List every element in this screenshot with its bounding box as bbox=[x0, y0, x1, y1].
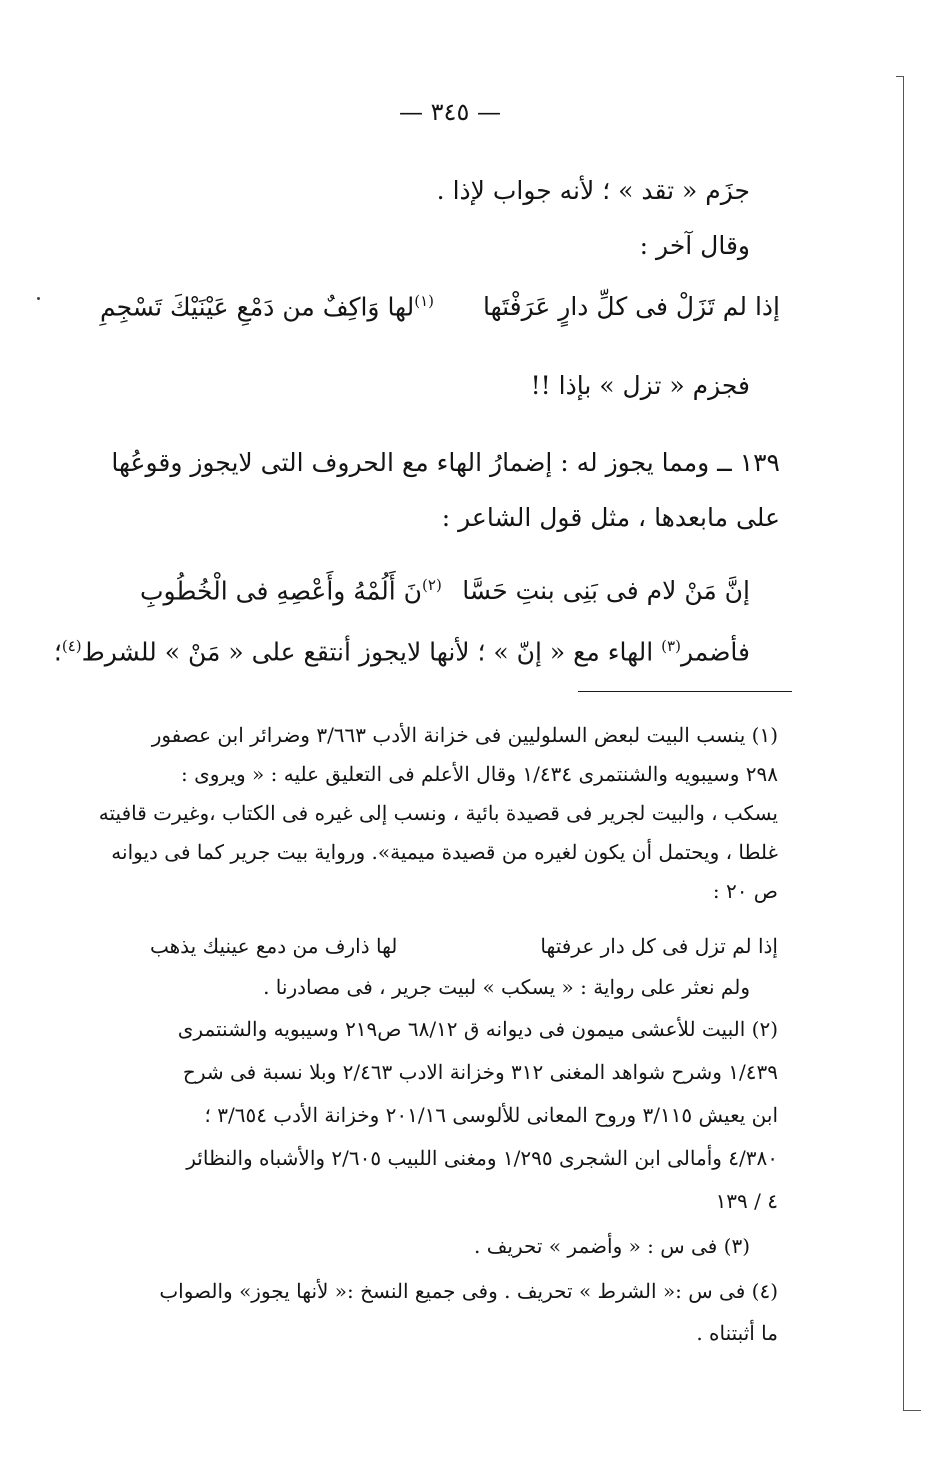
footnote-3: (٣) فى س : « وأضمر » تحريف . bbox=[473, 1234, 750, 1258]
footnote-1-verse-first-hemistich: إذا لم تزل فى كل دار عرفتها bbox=[540, 934, 778, 958]
footnote-1-line-5: ص ٢٠ : bbox=[712, 879, 778, 903]
footnote-1-line-1: (١) ينسب البيت لبعض السلوليين فى خزانة الأدب ٣/٦٦٣ وضرائر ابن عصفور bbox=[151, 723, 778, 747]
verse-2-second-hemistich: نَ أَلُمْهُ وأَعْصِهِ فى الْخُطُوبِ bbox=[140, 576, 423, 606]
footnote-marker-1: (١) bbox=[414, 292, 434, 310]
body-line-2: وقال آخر : bbox=[639, 231, 750, 260]
footnote-2-line-1: (٢) البيت للأعشى ميمون فى ديوانه ق ٦٨/١٢ ص٢١٩ وسيبويه والشنتمرى bbox=[177, 1017, 778, 1041]
verse-2-first-hemistich: إنَّ مَنْ لام فى بَنِى بنتِ حَسَّا bbox=[462, 576, 750, 605]
footnote-4-line-1: (٤) فى س :« الشرط » تحريف . وفى جميع النسخ :« لأنها يجوز» والصواب bbox=[159, 1279, 778, 1303]
verse-2-second-hemistich-wrap bbox=[140, 576, 442, 606]
footnote-2-line-5: ٤ / ١٣٩ bbox=[715, 1189, 778, 1213]
footnote-marker-4: (٤) bbox=[61, 637, 82, 655]
footnote-2-line-4: ٤/٣٨٠ وأمالى ابن الشجرى ١/٢٩٥ ومغنى اللبيب ٢/٦٠٥ والأشباه والنظائر bbox=[186, 1146, 778, 1170]
body-line-4-middle: الهاء مع « إنّ » ؛ لأنها لايجوز أنتقع على « مَنْ » للشرط bbox=[81, 637, 662, 667]
body-line-1: جزَم « تقد » ؛ لأنه جواب لإذا . bbox=[436, 176, 750, 205]
binding-edge-top-tick bbox=[896, 76, 904, 77]
verse-1 bbox=[100, 292, 780, 324]
body-line-4-end: ؛ bbox=[53, 637, 62, 667]
verse-2 bbox=[140, 576, 750, 608]
para-139-line-1: ١٣٩ ــ ومما يجوز له : إضمارُ الهاء مع الحروف التى لايجوز وقوعُها bbox=[111, 448, 780, 477]
binding-edge-line bbox=[903, 76, 904, 1411]
binding-edge-bottom-tick bbox=[903, 1410, 921, 1411]
footnote-1-verse-second-hemistich: لها ذارف من دمع عينيك يذهب bbox=[150, 934, 398, 958]
page-number: — ٣٤٥ — bbox=[399, 98, 501, 126]
footnote-2-line-3: ابن يعيش ٣/١١٥ وروح المعانى للألوسى ٢٠١/١٦ وخزانة الأدب ٣/٦٥٤ ؛ bbox=[204, 1103, 778, 1127]
para-139-line-2: على مابعدها ، مثل قول الشاعر : bbox=[441, 503, 780, 532]
footnote-1-line-2: ٢٩٨ وسيبويه والشنتمرى ١/٤٣٤ وقال الأعلم فى التعليق عليه : « ويروى : bbox=[181, 762, 778, 786]
footnote-1-verse bbox=[150, 934, 778, 962]
body-line-4 bbox=[54, 637, 750, 667]
footnote-2-line-2: ١/٤٣٩ وشرح شواهد المغنى ٣١٢ وخزانة الادب ٢/٤٦٣ وبلا نسبة فى شرح bbox=[182, 1060, 778, 1084]
verse-1-second-hemistich-wrap bbox=[100, 292, 434, 322]
footnote-4-line-2: ما أثبتناه . bbox=[696, 1321, 778, 1345]
body-line-4-start: فأضمر bbox=[680, 637, 750, 667]
verse-1-first-hemistich: إذا لم تَزَلْ فى كلِّ دارٍ عَرَفْتَها bbox=[483, 292, 780, 321]
footnote-separator-rule bbox=[578, 691, 792, 692]
footnote-1-line-6: ولم نعثر على رواية : « يسكب » لبيت جرير ، فى مصادرنا . bbox=[263, 975, 750, 999]
scan-speck bbox=[37, 297, 40, 300]
footnote-marker-2: (٢) bbox=[422, 576, 442, 594]
verse-1-second-hemistich: لها وَاكِفٌ من دَمْعِ عَيْنَيْكَ تَسْجِمِ bbox=[100, 292, 415, 322]
footnote-1-line-3: يسكب ، والبيت لجرير فى قصيدة بائية ، ونسب إلى غيره فى الكتاب ،وغيرت قافيته bbox=[98, 801, 778, 825]
footnote-marker-3: (٣) bbox=[661, 637, 681, 655]
footnote-1-line-4: غلطا ، ويحتمل أن يكون لغيره من قصيدة ميمية». ورواية بيت جرير كما فى ديوانه bbox=[111, 840, 778, 864]
body-line-3: فجزم « تزل » بإذا !! bbox=[530, 371, 750, 400]
